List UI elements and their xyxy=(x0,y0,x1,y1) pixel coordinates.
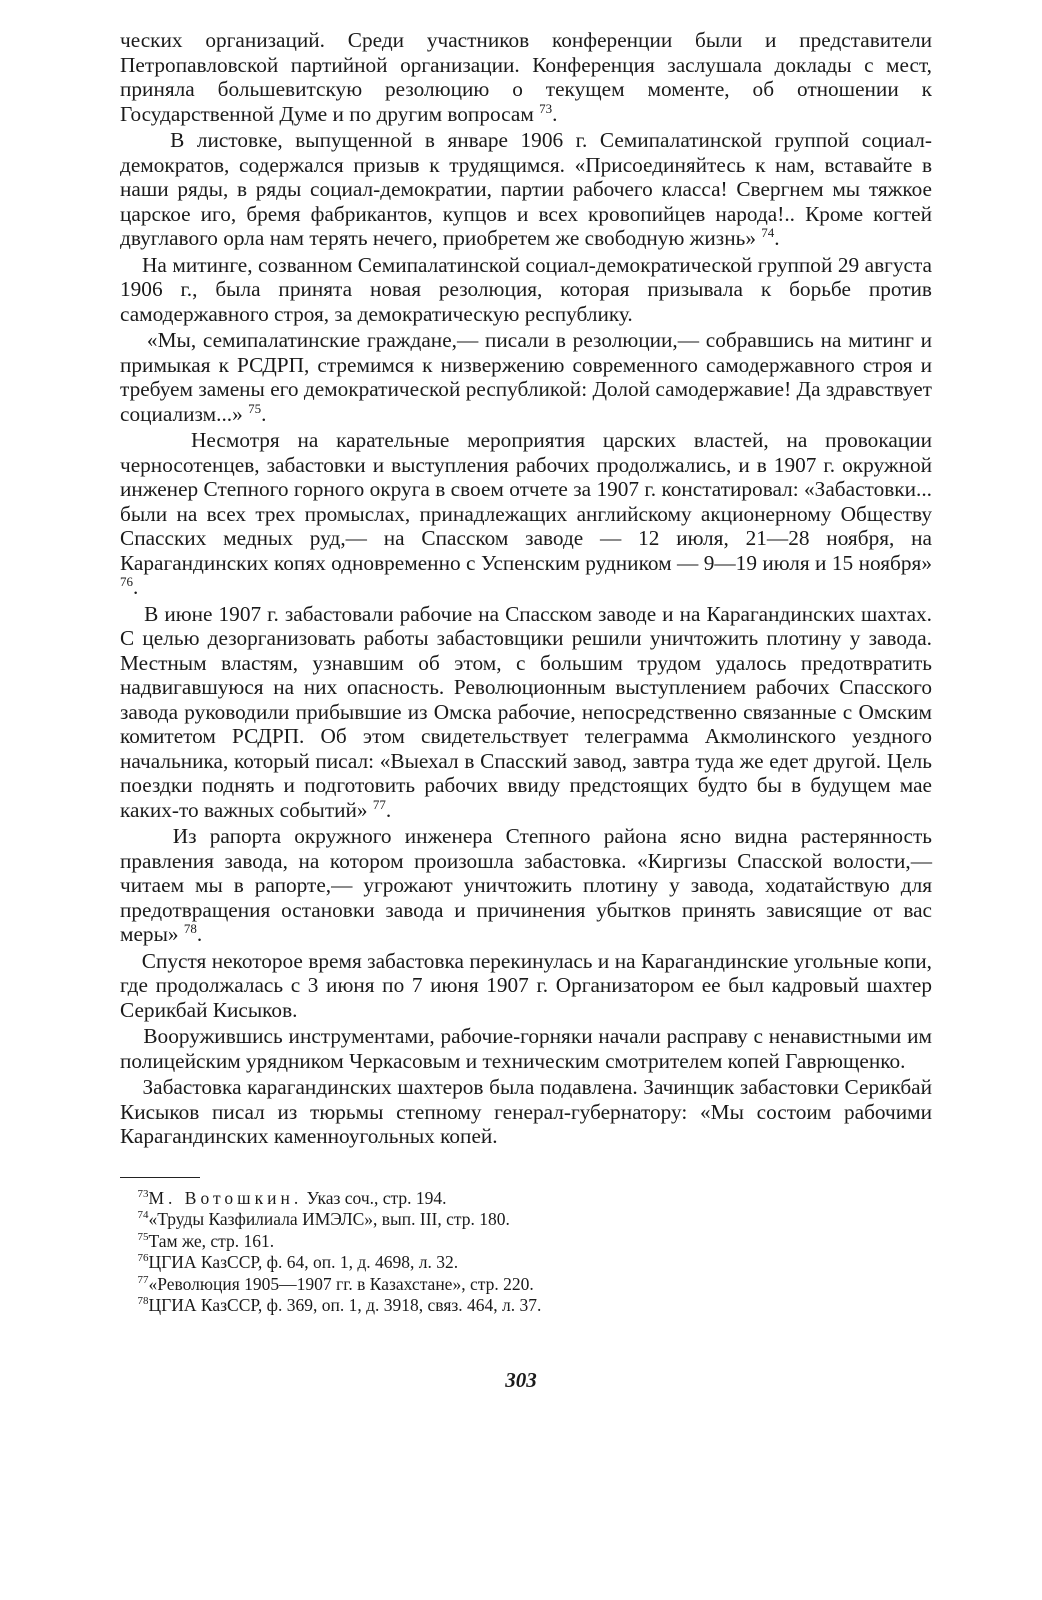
footnote-ref[interactable]: 74 xyxy=(761,224,775,240)
footnotes xyxy=(120,1188,932,1317)
paragraph-3 xyxy=(120,253,932,327)
footnote-75 xyxy=(120,1231,932,1253)
footnote-number: 74 xyxy=(137,1209,149,1222)
paragraph-6 xyxy=(120,602,932,823)
paragraph-tail: . xyxy=(133,575,139,599)
footnote-text: «Труды Казфилиала ИМЭЛС», вып. III, стр. 180. xyxy=(148,1209,510,1229)
paragraph-text: Из рапорта окружного инженера Степного района ясно видна растерянность правления завода, на котором произошла забастовка. «Киргизы Спасской волости,— читаем мы в рапорте,— угрожают уничтожить плотину у завода, ходатайствую для предотвращения остановки завода и причинения убытков принять зависящие от вас меры» xyxy=(120,824,933,946)
paragraph-8 xyxy=(120,949,932,1023)
footnote-ref[interactable]: 78 xyxy=(183,920,197,936)
footnote-74 xyxy=(120,1209,932,1231)
paragraph-text: Спустя некоторое время забастовка перекинулась и на Карагандинские угольные копи, где продолжалась с 3 июня по 7 июня 1907 г. Организатором ее был кадровый шахтер Серикбай Кисыков. xyxy=(120,948,932,1022)
paragraph-5 xyxy=(120,428,932,600)
paragraph-text: Вооружившись инструментами, рабочие-горняки начали расправу с ненавистными им полицейским урядником Черкасовым и техническим смотрителем копей Гаврющенко. xyxy=(120,1024,932,1073)
footnote-text: Там же, стр. 161. xyxy=(148,1230,275,1251)
footnote-ref[interactable]: 76 xyxy=(120,573,133,589)
paragraph-text: «Мы, семипалатинские граждане,— писали в резолюции,— собравшись на митинг и примыкая к РСДРП, стремимся к низвержению современного самодержавного строя и требуем замены его демократической республикой: Долой самодержавие! Да здравствует социализм...» xyxy=(120,328,932,426)
paragraph-tail: . xyxy=(261,401,267,426)
footnote-ref[interactable]: 73 xyxy=(539,100,553,116)
paragraph-1 xyxy=(120,28,932,126)
footnote-text: «Революция 1905—1907 гг. в Казахстане», стр. 220. xyxy=(148,1273,534,1294)
footnote-number: 78 xyxy=(137,1295,149,1308)
footnote-author: М. Вотошкин. xyxy=(148,1187,303,1208)
footnote-number: 77 xyxy=(137,1273,149,1286)
footnote-78 xyxy=(120,1295,932,1317)
paragraph-2 xyxy=(120,128,932,251)
page-number: 303 xyxy=(505,1368,537,1392)
page-body xyxy=(120,28,932,1317)
paragraph-tail: . xyxy=(774,226,780,250)
footnote-77 xyxy=(120,1274,932,1296)
paragraph-text: В июне 1907 г. забастовали рабочие на Спасском заводе и на Карагандинских шахтах. С целью дезорганизовать работы забастовщики решили уничтожить плотину у завода. Местным властям, узнавшим об этом, с большим трудом удалось предотвратить надвигавшуюся на них опасность. Революционным выступлением рабочих Спасского завода руководили прибывшие из Омска рабочие, непосредственно связанные с Омским комитетом РСДРП. Об этом свидетельствует телеграмма Акмолинского уездного начальника, который писал: «Выехал в Спасский завод, завтра туда же едет другой. Цель поездки поднять и подготовить рабочих ввиду предстоящих будто бы в будущем мае каких-то важных событий» xyxy=(120,601,932,822)
paragraph-tail: . xyxy=(385,797,392,822)
footnote-76 xyxy=(120,1252,932,1274)
paragraph-10 xyxy=(120,1075,932,1149)
footnote-number: 76 xyxy=(137,1252,149,1265)
paragraph-7 xyxy=(120,824,932,947)
paragraph-4 xyxy=(120,328,932,426)
paragraph-text: В листовке, выпущенной в январе 1906 г. Семипалатинской группой социал-демократов, содержался призыв к трудящимся. «Присоединяйтесь к нам, вставайте в наши ряды, в ряды социал-демократии, партии рабочего класса! Свергнем мы тяжкое царское иго, бремя фабрикантов, купцов и всех кровопийцев народа!.. Кроме когтей двуглавого орла нам терять нечего, приобретем же свободную жизнь» xyxy=(120,128,933,250)
paragraph-text: ческих организаций. Среди участников конференции были и представители Петропавловской партийной организации. Конференция заслушала доклады с мест, приняла большевитскую резолюцию о текущем моменте, об отношении к Государственной Думе и по другим вопросам xyxy=(120,28,932,126)
footnote-number: 73 xyxy=(137,1187,149,1200)
paragraph-text: На митинге, созванном Семипалатинской социал-демократической группой 29 августа 1906 г., была принята новая резолюция, которая призывала к борьбе против самодержавного строя, за демократическую республику. xyxy=(120,252,933,326)
footnote-text: ЦГИА КазССР, ф. 369, оп. 1, д. 3918, связ. 464, л. 37. xyxy=(148,1295,542,1315)
footnote-text: ЦГИА КазССР, ф. 64, оп. 1, д. 4698, л. 32. xyxy=(148,1252,459,1272)
footnote-73 xyxy=(120,1188,932,1210)
paragraph-9 xyxy=(120,1024,932,1073)
footnote-text: Указ соч., стр. 194. xyxy=(302,1187,447,1208)
footnote-divider xyxy=(120,1177,200,1178)
paragraph-tail: . xyxy=(552,101,558,126)
paragraph-text: Несмотря на карательные мероприятия царских властей, на провокации черносотенцев, забастовки и выступления рабочих продолжались, и в 1907 г. окружной инженер Степного горного округа в своем отчете за 1907 г. констатировал: «Забастовки... были на всех трех промыслах, принадлежащих английскому акционерному Обществу Спасских медных руд,— на Спасском заводе — 12 июля, 21—28 ноября, на Карагандинских копях одновременно с Успенским рудником — 9—19 июля и 15 ноября» xyxy=(120,428,932,575)
footnote-ref[interactable]: 75 xyxy=(248,400,262,416)
paragraph-text: Забастовка карагандинских шахтеров была подавлена. Зачинщик забастовки Серикбай Кисыков писал из тюрьмы степному генерал-губернатору: «Мы состоим рабочими Карагандинских каменноугольных копей. xyxy=(120,1075,933,1148)
paragraph-tail: . xyxy=(196,922,203,946)
footnote-number: 75 xyxy=(137,1230,149,1243)
footnote-ref[interactable]: 77 xyxy=(372,796,386,812)
